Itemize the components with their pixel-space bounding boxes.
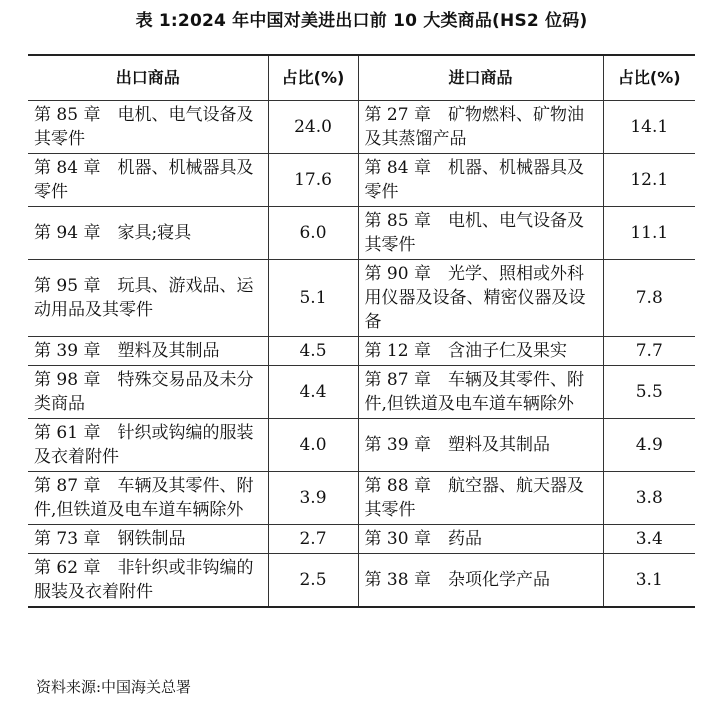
table-row <box>28 260 695 337</box>
header-export-share: 占比(%) <box>268 55 358 101</box>
import-goods-cell: 第 30 章 药品 <box>358 525 603 554</box>
export-share-cell: 3.9 <box>268 472 358 525</box>
table-title: 表 1:2024 年中国对美进出口前 10 大类商品(HS2 位码) <box>135 11 588 31</box>
import-share-cell: 4.9 <box>603 419 695 472</box>
export-goods-cell: 第 85 章 电机、电气设备及其零件 <box>28 101 268 154</box>
import-goods-cell: 第 87 章 车辆及其零件、附件,但铁道及电车道车辆除外 <box>358 366 603 419</box>
table-row <box>28 525 695 554</box>
import-share-cell: 12.1 <box>603 154 695 207</box>
table-header-row <box>28 55 695 101</box>
export-share-cell: 4.0 <box>268 419 358 472</box>
table-row <box>28 472 695 525</box>
export-share-cell: 6.0 <box>268 207 358 260</box>
import-goods-cell: 第 85 章 电机、电气设备及其零件 <box>358 207 603 260</box>
import-share-cell: 5.5 <box>603 366 695 419</box>
table-row <box>28 419 695 472</box>
export-goods-cell: 第 95 章 玩具、游戏品、运动用品及其零件 <box>28 260 268 337</box>
import-goods-cell: 第 12 章 含油子仁及果实 <box>358 337 603 366</box>
table-row <box>28 101 695 154</box>
export-share-cell: 4.5 <box>268 337 358 366</box>
export-goods-cell: 第 87 章 车辆及其零件、附件,但铁道及电车道车辆除外 <box>28 472 268 525</box>
export-goods-cell: 第 39 章 塑料及其制品 <box>28 337 268 366</box>
import-share-cell: 11.1 <box>603 207 695 260</box>
export-goods-cell: 第 98 章 特殊交易品及未分类商品 <box>28 366 268 419</box>
import-share-cell: 3.8 <box>603 472 695 525</box>
import-share-cell: 3.1 <box>603 554 695 608</box>
import-goods-cell: 第 84 章 机器、机械器具及零件 <box>358 154 603 207</box>
export-share-cell: 24.0 <box>268 101 358 154</box>
header-import-goods: 进口商品 <box>358 55 603 101</box>
table-row <box>28 366 695 419</box>
table-row <box>28 337 695 366</box>
export-goods-cell: 第 73 章 钢铁制品 <box>28 525 268 554</box>
import-goods-cell: 第 38 章 杂项化学产品 <box>358 554 603 608</box>
export-share-cell: 5.1 <box>268 260 358 337</box>
import-share-cell: 14.1 <box>603 101 695 154</box>
export-goods-cell: 第 62 章 非针织或非钩编的服装及衣着附件 <box>28 554 268 608</box>
export-share-cell: 2.7 <box>268 525 358 554</box>
header-export-goods: 出口商品 <box>28 55 268 101</box>
source-note: 资料来源:中国海关总署 <box>36 678 192 696</box>
table-row <box>28 207 695 260</box>
table-row <box>28 154 695 207</box>
export-goods-cell: 第 84 章 机器、机械器具及零件 <box>28 154 268 207</box>
export-goods-cell: 第 94 章 家具;寝具 <box>28 207 268 260</box>
table-row <box>28 554 695 608</box>
export-share-cell: 17.6 <box>268 154 358 207</box>
import-goods-cell: 第 39 章 塑料及其制品 <box>358 419 603 472</box>
export-share-cell: 4.4 <box>268 366 358 419</box>
import-share-cell: 7.8 <box>603 260 695 337</box>
import-goods-cell: 第 90 章 光学、照相或外科用仪器及设备、精密仪器及设备 <box>358 260 603 337</box>
import-share-cell: 7.7 <box>603 337 695 366</box>
export-share-cell: 2.5 <box>268 554 358 608</box>
trade-table <box>28 54 695 608</box>
import-share-cell: 3.4 <box>603 525 695 554</box>
export-goods-cell: 第 61 章 针织或钩编的服装及衣着附件 <box>28 419 268 472</box>
import-goods-cell: 第 88 章 航空器、航天器及其零件 <box>358 472 603 525</box>
header-import-share: 占比(%) <box>603 55 695 101</box>
import-goods-cell: 第 27 章 矿物燃料、矿物油及其蒸馏产品 <box>358 101 603 154</box>
